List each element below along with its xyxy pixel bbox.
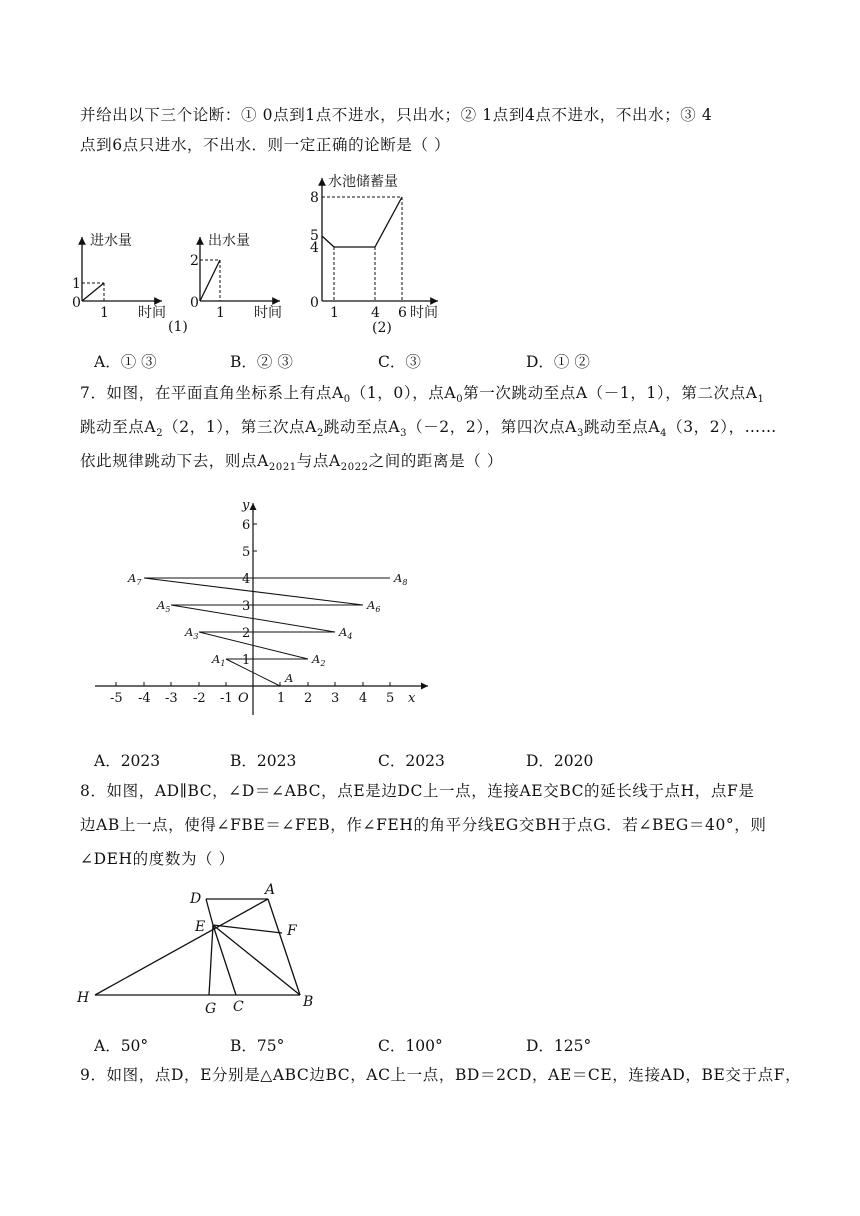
label-c: C xyxy=(233,999,244,1015)
q8-line-1: 8．如图，AD∥BC，∠D＝∠ABC，点E是边DC上一点，连接AE交BC的延长线于点H，点F是 xyxy=(80,782,755,800)
origin-label: O xyxy=(238,691,249,706)
storage-xlabel: 时间 xyxy=(410,305,438,321)
x-axis-label: x xyxy=(408,691,416,706)
inflow-xlabel: 时间 xyxy=(138,305,166,321)
outflow-x1: 1 xyxy=(216,305,225,321)
y-tick-3: 3 xyxy=(242,599,251,614)
q7-line-1: 7．如图，在平面直角坐标系上有点$A_0(1$，0），点$A_0$第一次跳动至点A（－1，1），第二次点$A_1$ xyxy=(80,384,765,406)
y-tick-5: 5 xyxy=(242,545,251,560)
x-tick-4: 4 xyxy=(359,691,368,706)
y-axis-label: y xyxy=(242,498,250,513)
point-a8: $A_8$ xyxy=(394,571,408,587)
q6-graph-inflow xyxy=(70,225,188,335)
x-tick-minus4: -4 xyxy=(138,691,151,706)
storage-x4: 4 xyxy=(371,305,380,321)
x-tick-5: 5 xyxy=(386,691,395,706)
label-a: A xyxy=(265,882,276,898)
q8-geometry-figure xyxy=(75,880,335,1020)
q8-line-3: ∠DEH的度数为（ ） xyxy=(80,850,235,868)
point-a1: $A_1$ xyxy=(212,652,226,668)
q7-line-3: 依此规律跳动下去，则点$A_{2021}$与点$A_{2022}$之间的距离是（ ） xyxy=(80,452,503,474)
storage-origin: 0 xyxy=(310,295,319,311)
y-tick-4: 4 xyxy=(242,572,251,587)
x-tick-minus2: -2 xyxy=(193,691,206,706)
x-tick-minus1: -1 xyxy=(220,691,233,706)
q8-line-2: 边AB上一点，使得∠FBE＝∠FEB，作∠FEH的角平分线EG交BH于点G．若∠BEG＝40°，则 xyxy=(80,816,767,834)
storage-y5: 5 xyxy=(310,228,319,244)
point-a6: $A_6$ xyxy=(367,598,381,614)
q6-option-d[interactable]: D．① ② xyxy=(526,353,590,371)
storage-x6: 6 xyxy=(398,305,407,321)
inflow-caption: (1) xyxy=(168,319,188,335)
x-tick-minus5: -5 xyxy=(110,691,123,706)
q6-graph-outflow xyxy=(188,225,288,335)
q6-option-c[interactable]: C．③ xyxy=(378,353,421,371)
label-f: F xyxy=(287,923,297,939)
storage-ylabel: 水池储蓄量 xyxy=(328,174,398,190)
label-d: D xyxy=(190,891,202,907)
y-tick-2: 2 xyxy=(242,626,251,641)
point-a7: $A_7$ xyxy=(128,571,142,587)
point-a4: $A_4$ xyxy=(339,625,353,641)
label-e: E xyxy=(195,919,206,935)
label-h: H xyxy=(77,990,90,1006)
x-tick-3: 3 xyxy=(331,691,340,706)
q7-option-b[interactable]: B．2023 xyxy=(230,752,297,770)
point-a: A xyxy=(285,671,294,685)
label-b: B xyxy=(303,994,314,1010)
inflow-origin: 0 xyxy=(72,295,81,311)
outflow-ylabel: 出水量 xyxy=(208,233,250,249)
q8-option-b[interactable]: B．75° xyxy=(230,1037,285,1055)
x-tick-2: 2 xyxy=(304,691,313,706)
q6-option-b[interactable]: B．② ③ xyxy=(230,353,293,371)
q7-option-a[interactable]: A．2023 xyxy=(94,752,161,770)
q7-option-c[interactable]: C．2023 xyxy=(378,752,445,770)
x-tick-minus3: -3 xyxy=(165,691,178,706)
q9-line-1: 9．如图，点D，E分别是△ABC边BC，AC上一点，BD＝2CD，AE＝CE，连接AD，BE交于点F， xyxy=(80,1066,802,1084)
q8-option-d[interactable]: D．125° xyxy=(526,1037,592,1055)
q7-option-d[interactable]: D．2020 xyxy=(526,752,594,770)
q8-option-c[interactable]: C．100° xyxy=(378,1037,443,1055)
storage-x1: 1 xyxy=(330,305,339,321)
storage-y8: 8 xyxy=(310,190,319,206)
storage-caption: (2) xyxy=(372,320,392,336)
label-g: G xyxy=(205,1001,217,1017)
inflow-y1: 1 xyxy=(72,276,81,292)
q6-graph-storage xyxy=(308,170,458,335)
inflow-x1: 1 xyxy=(100,305,109,321)
q6-line-1: 并给出以下三个论断：① 0点到1点不进水，只出水；② 1点到4点不进水，不出水；③ 4 xyxy=(80,106,713,124)
outflow-y2: 2 xyxy=(190,253,199,269)
q8-option-a[interactable]: A．50° xyxy=(94,1037,149,1055)
point-a3: $A_3$ xyxy=(185,625,199,641)
storage-y4: 4 xyxy=(310,240,319,256)
outflow-origin: 0 xyxy=(190,295,199,311)
q6-line-2: 点到6点只进水，不出水．则一定正确的论断是（ ） xyxy=(80,136,451,154)
x-tick-1: 1 xyxy=(277,691,286,706)
outflow-xlabel: 时间 xyxy=(254,305,282,321)
q6-option-a[interactable]: A．① ③ xyxy=(94,353,157,371)
inflow-ylabel: 进水量 xyxy=(90,233,132,249)
q7-line-2: 跳动至点$A_2(2$，1），第三次点$A_2$跳动至点$A_3(-2$，2），第四次点$A_3$跳动至点$A_4(3$，2），…… xyxy=(80,418,777,440)
y-tick-6: 6 xyxy=(242,518,251,533)
point-a5: $A_5$ xyxy=(157,598,171,614)
jump-path xyxy=(144,578,390,686)
q7-coordinate-figure xyxy=(90,495,440,710)
y-tick-1: 1 xyxy=(242,653,251,668)
point-a2: $A_2$ xyxy=(312,652,326,668)
